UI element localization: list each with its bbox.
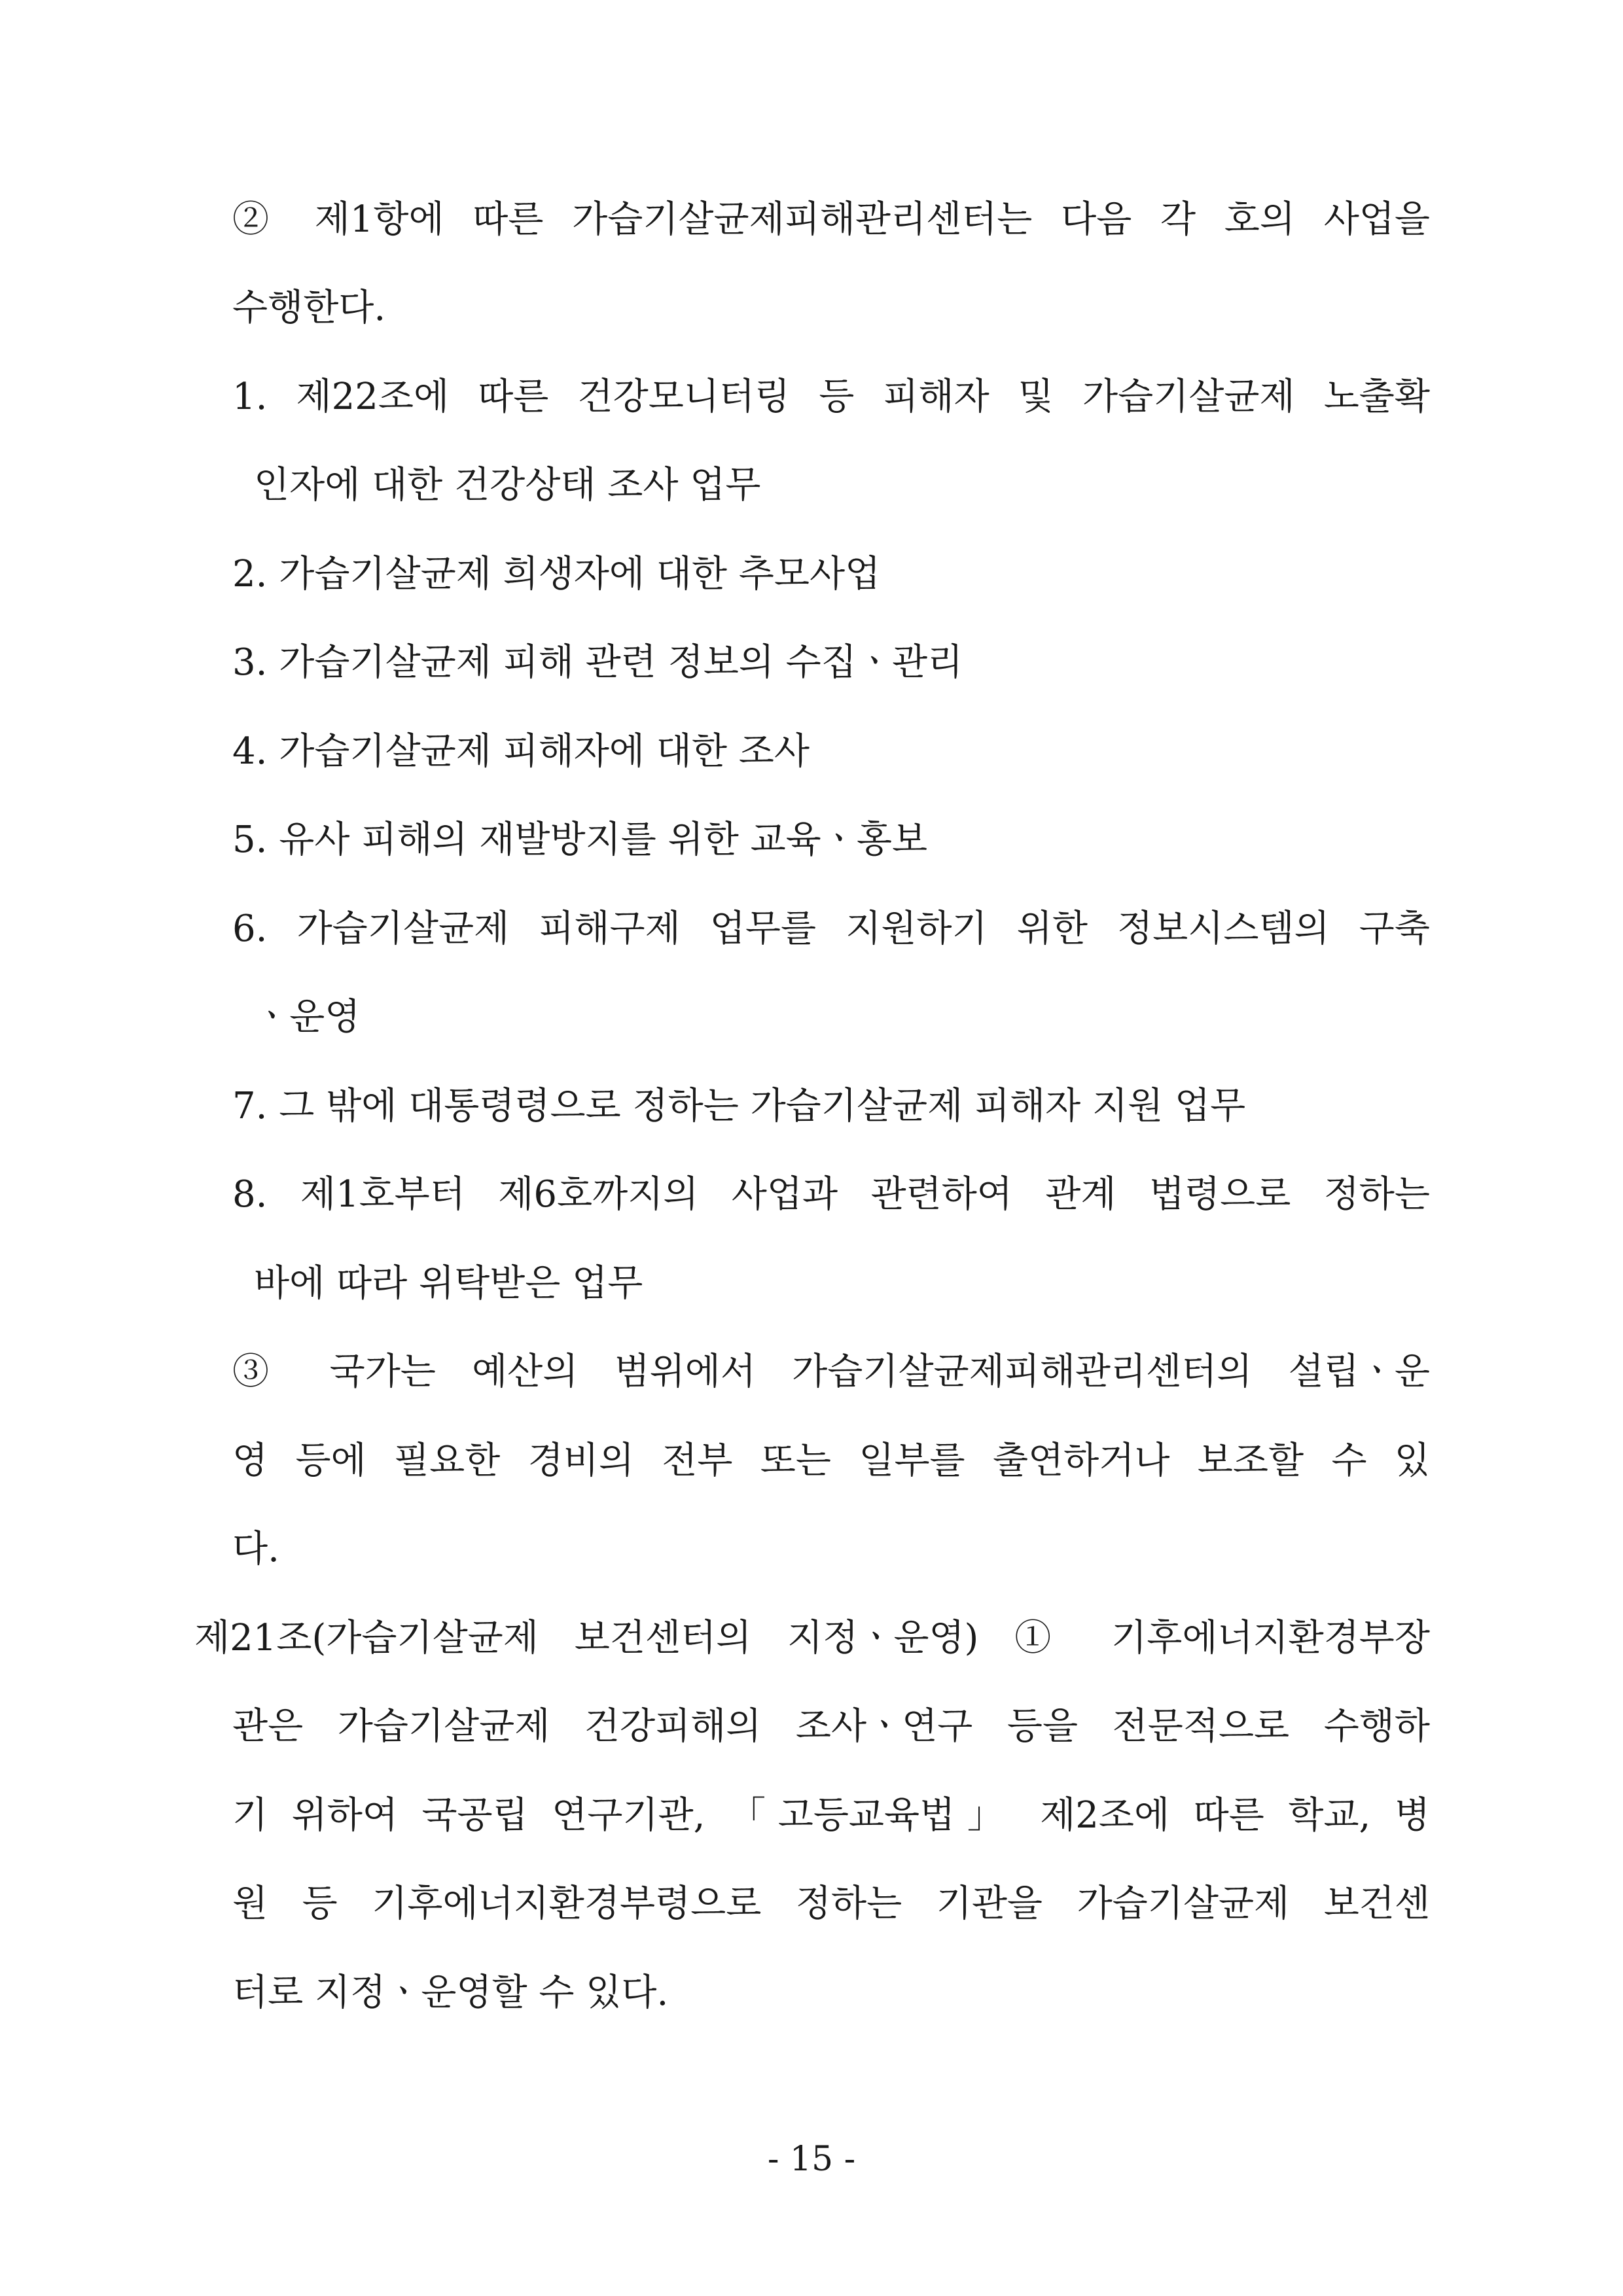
item-1-line-1: 1. 제22조에 따른 건강모니터링 등 피해자 및 가습기살균제 노출확 xyxy=(232,376,1430,418)
item-6-line-2: ㆍ운영 xyxy=(254,996,361,1038)
article-21-line-1: 제21조(가습기살균제 보건센터의 지정ㆍ운영) ① 기후에너지환경부장 xyxy=(194,1617,1430,1659)
paragraph-3-line-1: ③ 국가는 예산의 범위에서 가습기살균제피해관리센터의 설립ㆍ운 xyxy=(232,1351,1430,1393)
item-8-line-2: 바에 따라 위탁받은 업무 xyxy=(254,1262,643,1305)
paragraph-2-line-1: ② 제1항에 따른 가습기살균제피해관리센터는 다음 각 호의 사업을 xyxy=(232,198,1430,241)
item-6-line-1: 6. 가습기살균제 피해구제 업무를 지원하기 위한 정보시스템의 구축 xyxy=(232,908,1430,950)
item-2: 2. 가습기살균제 희생자에 대한 추모사업 xyxy=(232,553,881,595)
item-8-line-1: 8. 제1호부터 제6호까지의 사업과 관련하여 관계 법령으로 정하는 xyxy=(232,1173,1430,1216)
item-7: 7. 그 밖에 대통령령으로 정하는 가습기살균제 피해자 지원 업무 xyxy=(232,1085,1246,1127)
article-21-line-3: 기 위하여 국공립 연구기관, 「고등교육법」 제2조에 따른 학교, 병 xyxy=(232,1794,1430,1837)
article-21-line-2: 관은 가습기살균제 건강피해의 조사ㆍ연구 등을 전문적으로 수행하 xyxy=(232,1705,1430,1748)
page-number: - 15 - xyxy=(767,2140,856,2179)
article-21-line-5: 터로 지정ㆍ운영할 수 있다. xyxy=(232,1971,669,2014)
item-4: 4. 가습기살균제 피해자에 대한 조사 xyxy=(232,730,810,773)
item-1-line-2: 인자에 대한 건강상태 조사 업무 xyxy=(254,464,761,506)
item-3: 3. 가습기살균제 피해 관련 정보의 수집ㆍ관리 xyxy=(232,641,963,684)
paragraph-2-line-2: 수행한다. xyxy=(232,287,386,329)
paragraph-3-line-2: 영 등에 필요한 경비의 전부 또는 일부를 출연하거나 보조할 수 있 xyxy=(232,1439,1430,1482)
paragraph-3-line-3: 다. xyxy=(232,1528,279,1570)
article-21-line-4: 원 등 기후에너지환경부령으로 정하는 기관을 가습기살균제 보건센 xyxy=(232,1882,1430,1925)
item-5: 5. 유사 피해의 재발방지를 위한 교육ㆍ홍보 xyxy=(232,819,928,861)
